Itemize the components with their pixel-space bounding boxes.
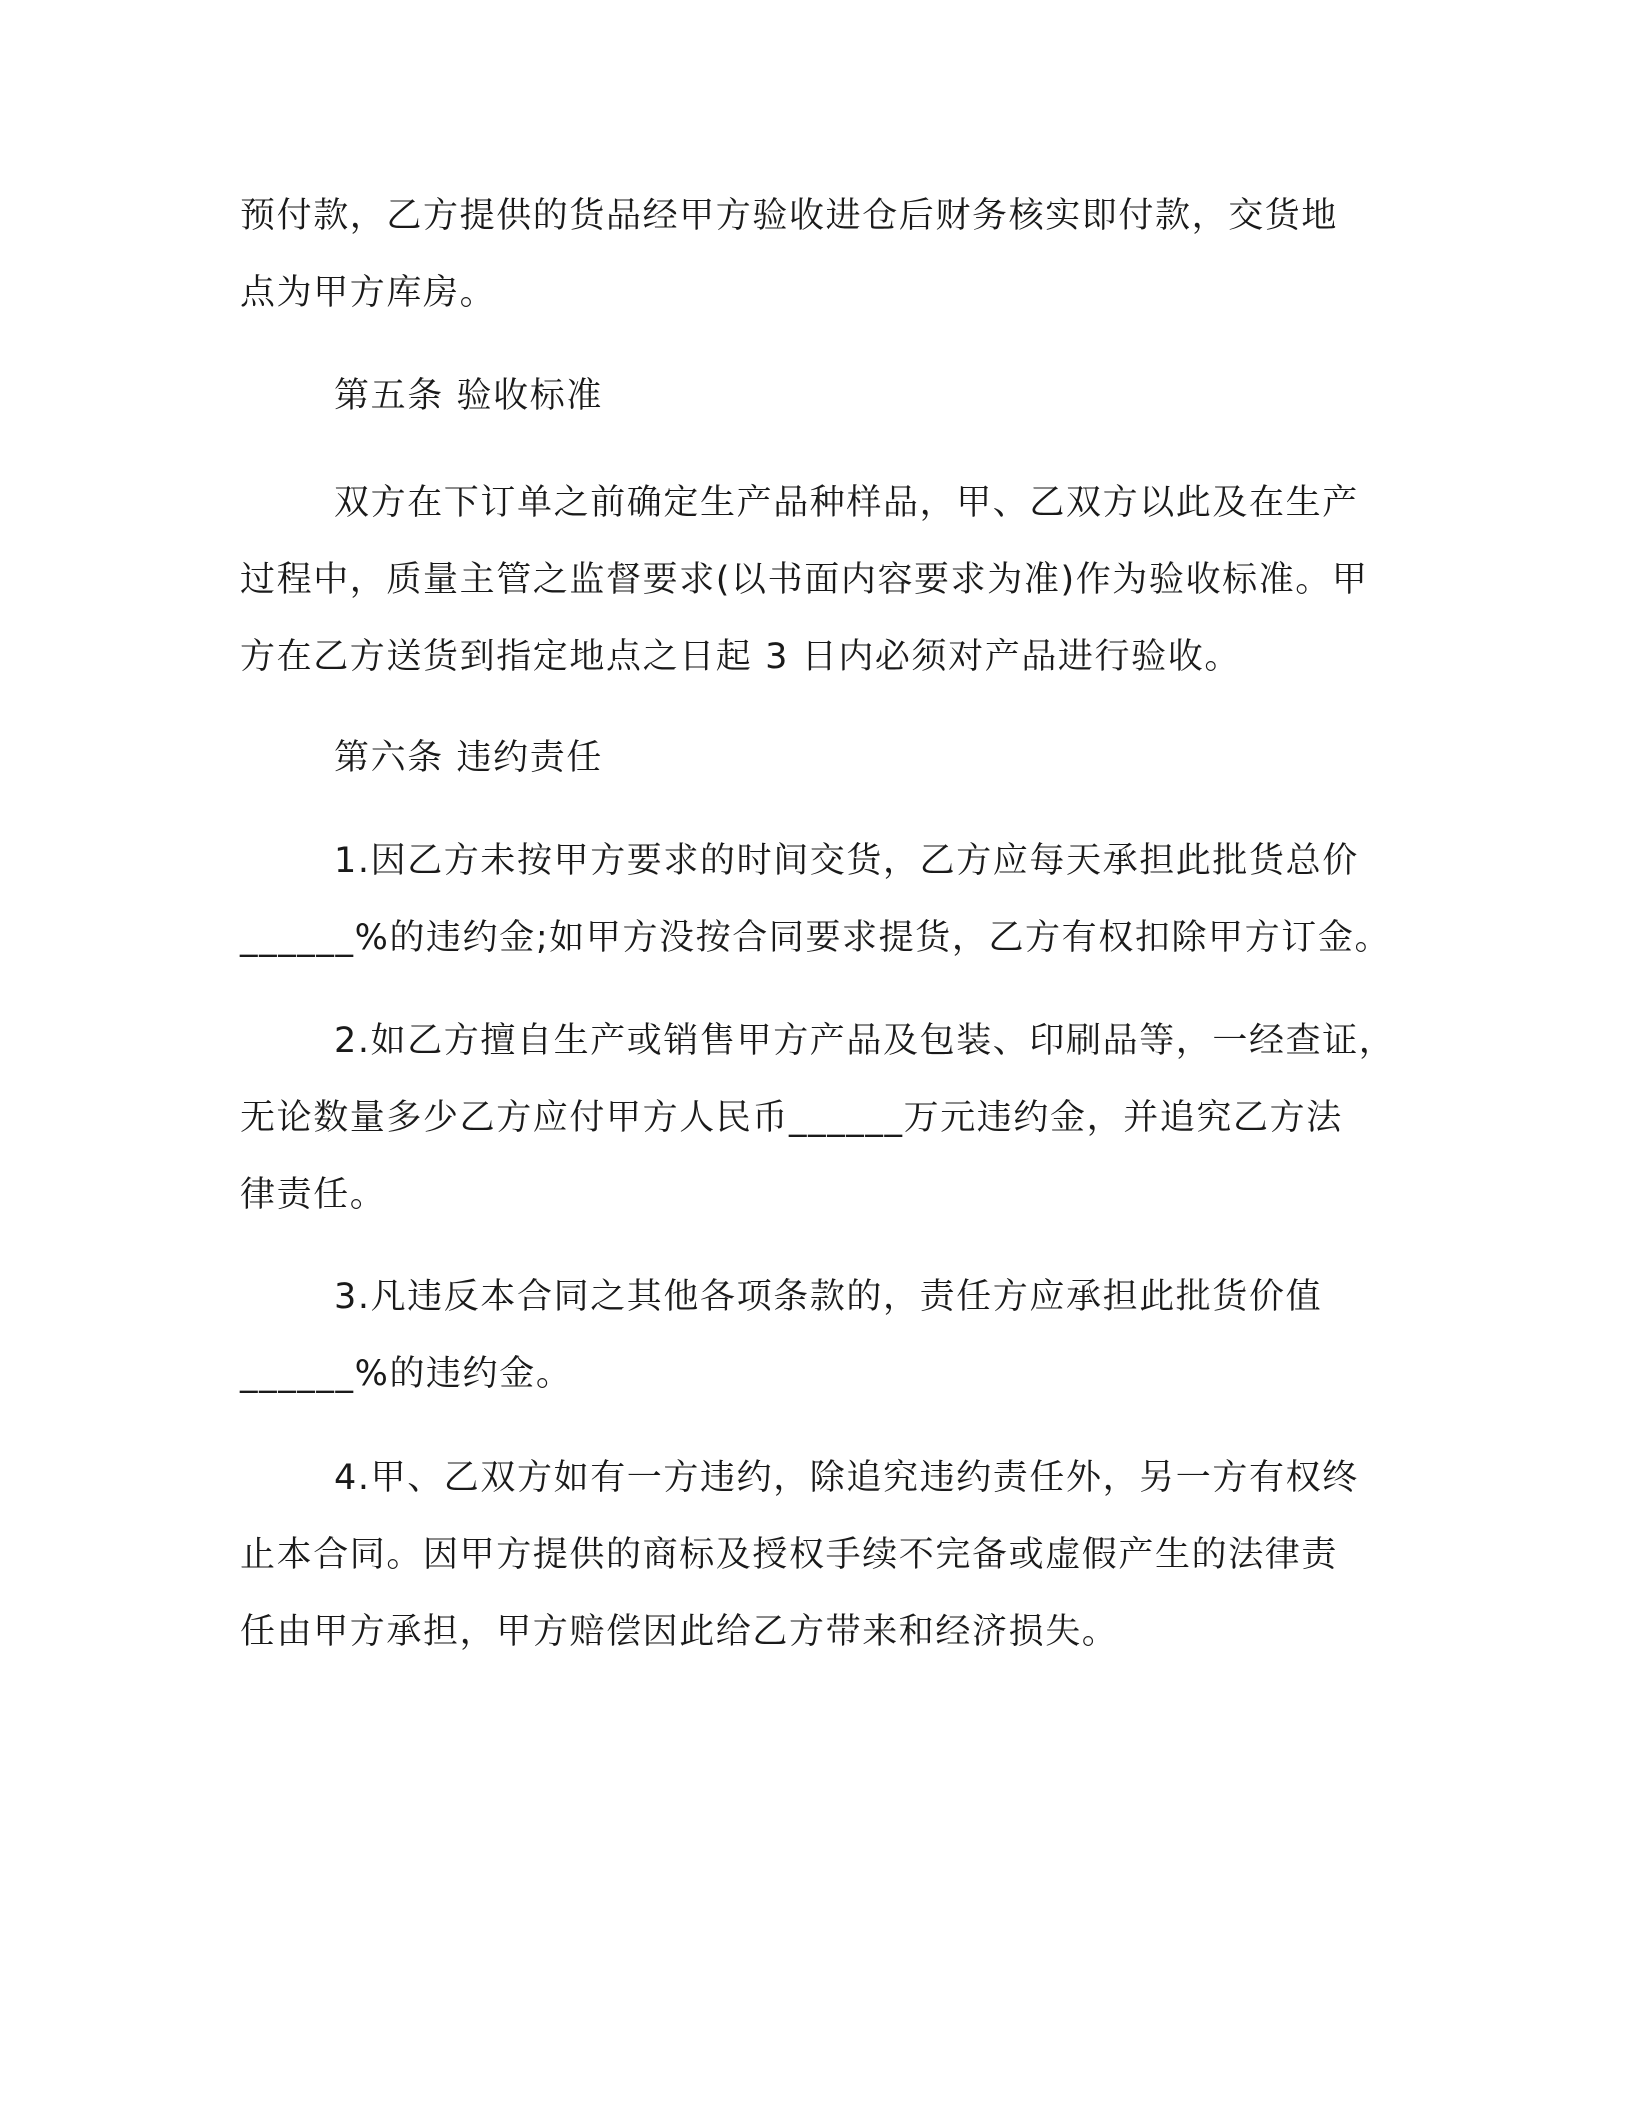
text-line: 点为甲方库房。 — [240, 273, 497, 313]
text-line: 预付款，乙方提供的货品经甲方验收进仓后财务核实即付款，交货地 — [240, 196, 1339, 236]
payment-terms-paragraph — [240, 178, 1420, 332]
text-line: ______%的违约金。 — [240, 1354, 573, 1394]
article-5-paragraph — [240, 465, 1420, 696]
clause-3-paragraph — [240, 1259, 1420, 1413]
text-line: 无论数量多少乙方应付甲方人民币______万元违约金，并追究乙方法 — [240, 1098, 1343, 1138]
text-line: 4.甲、乙双方如有一方违约，除追究违约责任外，另一方有权终 — [334, 1458, 1359, 1498]
text-line: 双方在下订单之前确定生产品种样品，甲、乙双方以此及在生产 — [334, 483, 1359, 523]
text-line: 过程中，质量主管之监督要求(以书面内容要求为准)作为验收标准。甲 — [240, 560, 1369, 600]
text-line: 2.如乙方擅自生产或销售甲方产品及包装、印刷品等，一经查证， — [334, 1021, 1396, 1061]
text-line: 任由甲方承担，甲方赔偿因此给乙方带来和经济损失。 — [240, 1612, 1119, 1652]
text-line: 律责任。 — [240, 1175, 387, 1215]
heading-line: 第五条 验收标准 — [334, 376, 603, 416]
text-line: 3.凡违反本合同之其他各项条款的，责任方应承担此批货价值 — [334, 1277, 1323, 1317]
text-line: 止本合同。因甲方提供的商标及授权手续不完备或虚假产生的法律责 — [240, 1535, 1339, 1575]
text-line: ______%的违约金;如甲方没按合同要求提货，乙方有权扣除甲方订金。 — [240, 918, 1392, 958]
heading-line: 第六条 违约责任 — [334, 738, 603, 778]
text-line: 1.因乙方未按甲方要求的时间交货，乙方应每天承担此批货总价 — [334, 841, 1359, 881]
clause-4-paragraph — [240, 1440, 1420, 1671]
article-5-heading — [240, 358, 1420, 435]
clause-1-paragraph — [240, 823, 1420, 977]
article-6-heading — [240, 720, 1420, 797]
clause-2-paragraph — [240, 1003, 1420, 1234]
text-line: 方在乙方送货到指定地点之日起 3 日内必须对产品进行验收。 — [240, 637, 1241, 677]
